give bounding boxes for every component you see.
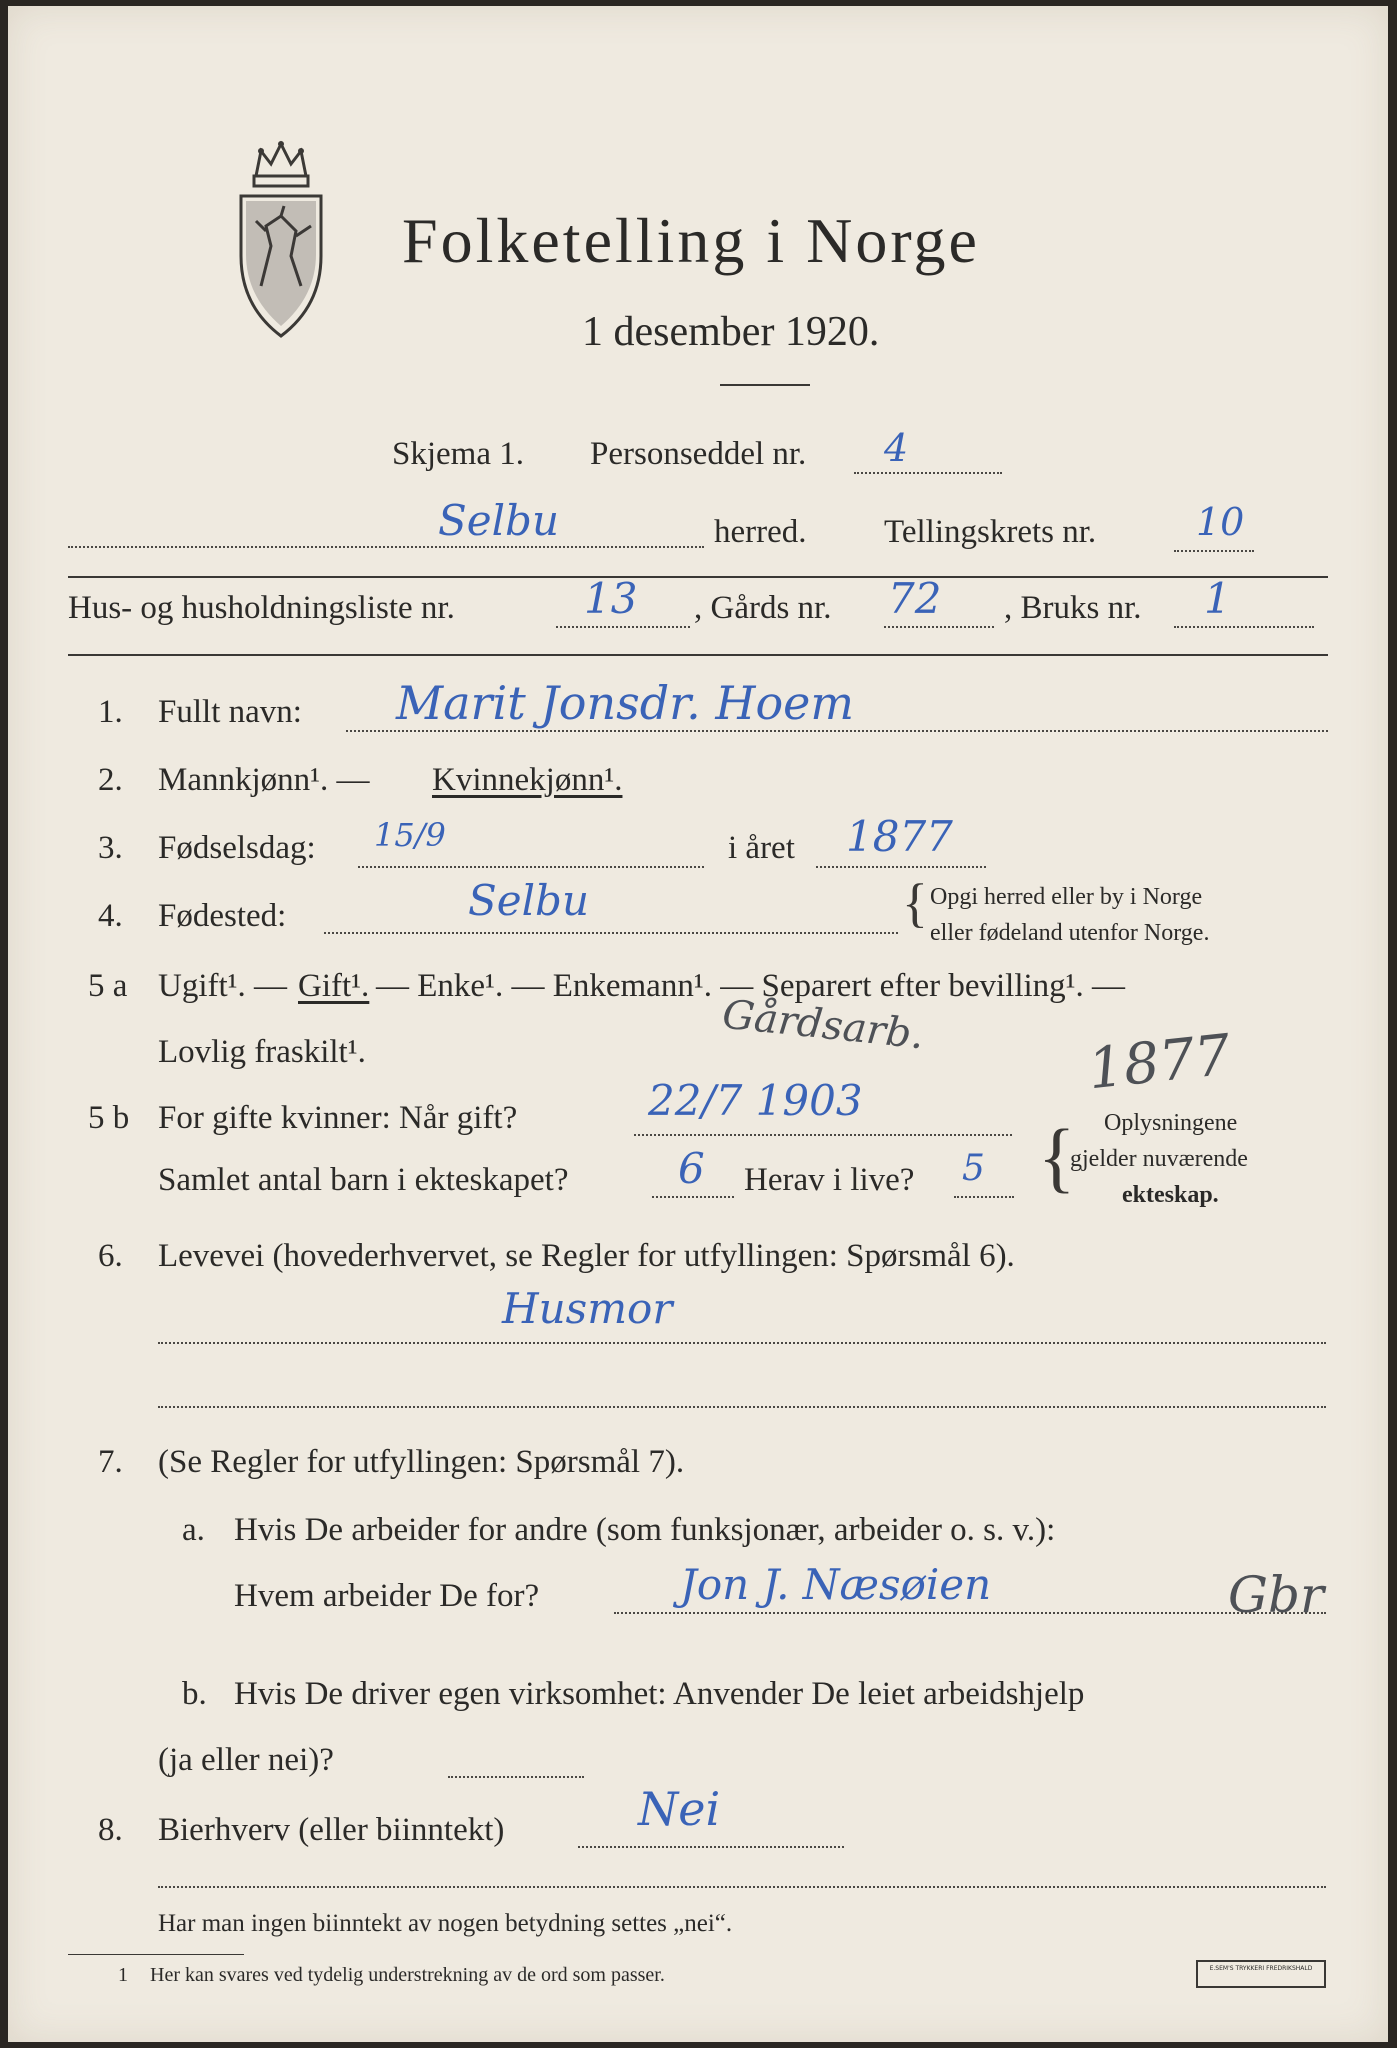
tellingskrets-value: 10 bbox=[1196, 500, 1245, 544]
q1-number: 1. bbox=[98, 694, 123, 730]
q7b-label: Hvis De driver egen virksomhet: Anvender De leiet arbeidshjelp bbox=[234, 1676, 1085, 1712]
birthplace-field bbox=[324, 932, 898, 934]
body-separator bbox=[68, 654, 1328, 656]
q8-number: 8. bbox=[98, 1812, 123, 1848]
employer-field bbox=[614, 1612, 1326, 1614]
marriage-note-line1: Oplysningene bbox=[1104, 1110, 1238, 1136]
herred-label: herred. bbox=[714, 514, 807, 550]
bruks-value: 1 bbox=[1204, 574, 1231, 623]
occupation-annotation: Gårdsarb. bbox=[720, 991, 927, 1059]
side-income-value: Nei bbox=[638, 1782, 721, 1836]
full-name-value: Marit Jonsdr. Hoem bbox=[396, 676, 854, 730]
unmarried-option: Ugift¹. — bbox=[158, 968, 288, 1004]
norwegian-lion-coat-of-arms-icon bbox=[226, 136, 336, 346]
married-option-underlined: Gift¹. bbox=[298, 968, 370, 1004]
birth-year-value: 1877 bbox=[846, 812, 953, 861]
q4-label: Fødested: bbox=[158, 898, 287, 934]
alive-label: Herav i live? bbox=[744, 1162, 915, 1198]
occupation-value: Husmor bbox=[502, 1284, 673, 1333]
birthday-value: 15/9 bbox=[374, 816, 446, 854]
q7b-question: (ja eller nei)? bbox=[158, 1742, 334, 1778]
marriage-note-brace: { bbox=[1038, 1113, 1076, 1200]
hus-label: Hus- og husholdningsliste nr. bbox=[68, 590, 455, 626]
birthday-field bbox=[358, 866, 704, 868]
alive-value: 5 bbox=[962, 1148, 985, 1189]
q7a-label: Hvis De arbeider for andre (som funksjonær, arbeider o. s. v.): bbox=[234, 1512, 1056, 1548]
q7b-letter: b. bbox=[182, 1676, 207, 1712]
q2-number: 2. bbox=[98, 762, 123, 798]
census-date: 1 desember 1920. bbox=[582, 309, 880, 355]
page-title: Folketelling i Norge bbox=[402, 205, 980, 276]
side-income-field bbox=[578, 1846, 844, 1848]
personseddel-field bbox=[854, 472, 1002, 474]
gards-label: , Gårds nr. bbox=[694, 590, 832, 626]
header-separator bbox=[68, 576, 1328, 578]
census-form-page bbox=[8, 6, 1388, 2042]
q7-label: (Se Regler for utfyllingen: Spørsmål 7). bbox=[158, 1444, 685, 1480]
tellingskrets-label: Tellingskrets nr. bbox=[884, 514, 1097, 550]
personseddel-label: Personseddel nr. bbox=[590, 436, 807, 472]
married-date-value: 22/7 1903 bbox=[648, 1076, 863, 1125]
q3-number: 3. bbox=[98, 830, 123, 866]
title-divider bbox=[720, 384, 810, 386]
q5a-number: 5 a bbox=[88, 968, 128, 1004]
q4-number: 4. bbox=[98, 898, 123, 934]
q3-label: Fødselsdag: bbox=[158, 830, 316, 866]
occupation-field-2 bbox=[158, 1406, 1326, 1408]
personseddel-value: 4 bbox=[884, 426, 909, 470]
q7a-question: Hvem arbeider De for? bbox=[234, 1578, 540, 1614]
birthplace-note-line2: eller fødeland utenfor Norge. bbox=[930, 920, 1210, 946]
female-option-underlined: Kvinnekjønn¹. bbox=[432, 762, 623, 798]
marriage-note-line2: gjelder nuværende bbox=[1070, 1146, 1248, 1172]
herred-value: Selbu bbox=[438, 496, 559, 545]
q1-label: Fullt navn: bbox=[158, 694, 302, 730]
printer-stamp-text: E.SEM'S TRYKKERI FREDRIKSHALD bbox=[1209, 1965, 1313, 1972]
male-option: Mannkjønn¹. — bbox=[158, 762, 370, 798]
hus-value: 13 bbox=[584, 574, 638, 623]
printer-stamp bbox=[1196, 1960, 1326, 1988]
footnote-mark: 1 bbox=[118, 1964, 128, 1986]
children-field bbox=[652, 1196, 734, 1198]
tellingskrets-field bbox=[1174, 550, 1254, 552]
bruks-field bbox=[1174, 626, 1314, 628]
hus-field bbox=[556, 626, 690, 628]
birthplace-note-brace: { bbox=[902, 873, 928, 933]
birth-year-label: i året bbox=[728, 830, 795, 866]
skjema-label: Skjema 1. bbox=[392, 436, 524, 472]
hired-help-field bbox=[448, 1776, 584, 1778]
marriage-note-line3: ekteskap. bbox=[1122, 1182, 1219, 1208]
other-marital-options: — Enke¹. — Enkemann¹. — Separert efter bevilling¹. — bbox=[376, 968, 1126, 1004]
children-label: Samlet antal barn i ekteskapet? bbox=[158, 1162, 569, 1198]
birth-year-field bbox=[816, 866, 986, 868]
q1-field bbox=[346, 730, 1328, 732]
footnote-text: Her kan svares ved tydelig understrekning av de ord som passer. bbox=[150, 1964, 665, 1986]
q5b-number: 5 b bbox=[88, 1100, 130, 1136]
employer-value: Jon J. Næsøien bbox=[680, 1560, 992, 1609]
occupation-field-1 bbox=[158, 1342, 1326, 1344]
birthplace-note-line1: Opgi herred eller by i Norge bbox=[930, 884, 1203, 910]
q7-number: 7. bbox=[98, 1444, 123, 1480]
married-date-field bbox=[634, 1134, 1012, 1136]
alive-field bbox=[954, 1196, 1014, 1198]
side-income-field-2 bbox=[158, 1886, 1326, 1888]
children-value: 6 bbox=[678, 1144, 705, 1193]
year-annotation: 1877 bbox=[1084, 1022, 1234, 1103]
q6-label: Levevei (hovederhvervet, se Regler for utfyllingen: Spørsmål 6). bbox=[158, 1238, 1015, 1274]
q5b-label: For gifte kvinner: Når gift? bbox=[158, 1100, 518, 1136]
divorced-option: Lovlig fraskilt¹. bbox=[158, 1034, 366, 1070]
birthplace-value: Selbu bbox=[468, 876, 589, 925]
q7a-letter: a. bbox=[182, 1512, 205, 1548]
q6-number: 6. bbox=[98, 1238, 123, 1274]
side-income-note: Har man ingen biinntekt av nogen betydning settes „nei“. bbox=[158, 1910, 733, 1937]
bruks-label: , Bruks nr. bbox=[1004, 590, 1142, 626]
footnote-separator bbox=[68, 1954, 244, 1955]
q8-label: Bierhverv (eller biinntekt) bbox=[158, 1812, 505, 1848]
employer-annotation: Gbr bbox=[1228, 1566, 1324, 1624]
herred-field bbox=[68, 546, 704, 548]
gards-value: 72 bbox=[888, 574, 942, 623]
gards-field bbox=[884, 626, 994, 628]
